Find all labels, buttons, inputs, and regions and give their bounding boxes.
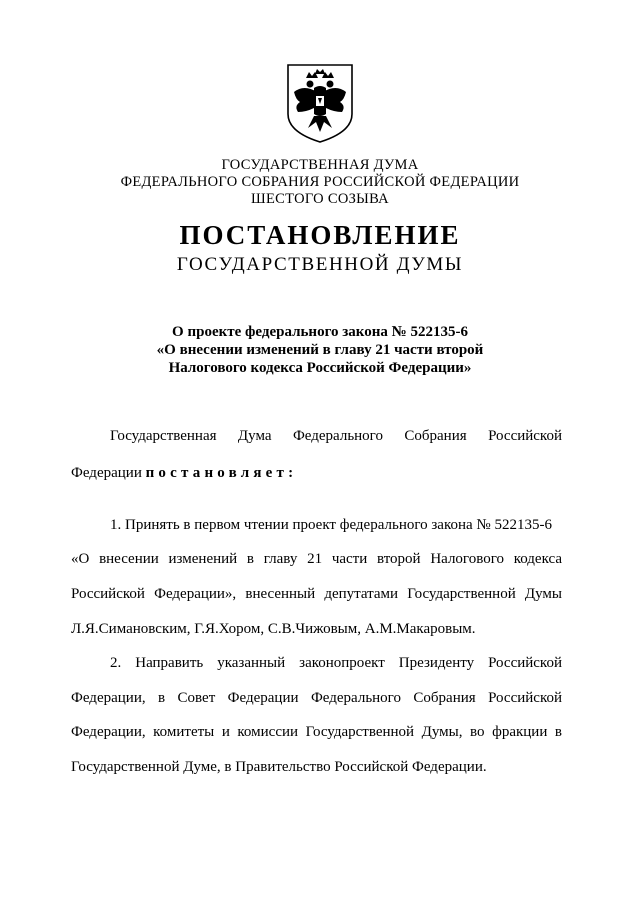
subject-line-2: «О внесении изменений в главу 21 части второй — [156, 342, 484, 358]
subject-line-3: Налогового кодекса Российской Федерации» — [168, 360, 472, 376]
preamble-line-1: Государственная Дума Федерального Собрания Российской — [110, 428, 562, 444]
item1-line-2: «О внесении изменений в главу 21 части второй Налогового кодекса — [71, 551, 562, 567]
preamble-text: Федерации — [71, 465, 146, 481]
double-headed-eagle-icon — [284, 62, 356, 144]
item2-line-1: 2. Направить указанный законопроект Президенту Российской — [110, 655, 562, 671]
document-title: ПОСТАНОВЛЕНИЕ — [179, 220, 461, 250]
item1-line-4: Л.Я.Симановским, Г.Я.Хором, С.В.Чижовым, А.М.Макаровым. — [71, 621, 476, 637]
item1-line-1: 1. Принять в первом чтении проект федерального закона № 522135-6 — [110, 517, 552, 533]
item2-line-2: Федерации, в Совет Федерации Федерального Собрания Российской — [71, 690, 562, 706]
header-line-duma: ГОСУДАРСТВЕННАЯ ДУМА — [221, 157, 419, 173]
resolves-word: постановляет: — [145, 465, 298, 481]
document-subtitle: ГОСУДАРСТВЕННОЙ ДУМЫ — [176, 254, 464, 275]
item1-line-3: Российской Федерации», внесенный депутатами Государственной Думы — [71, 586, 562, 602]
item2-line-4: Государственной Думе, в Правительство Российской Федерации. — [71, 759, 487, 775]
header-line-assembly: ФЕДЕРАЛЬНОГО СОБРАНИЯ РОССИЙСКОЙ ФЕДЕРАЦИИ — [120, 174, 520, 190]
preamble-line-2 — [71, 465, 297, 482]
item2-line-3: Федерации, комитеты и комиссии Государственной Думы, во фракции в — [71, 724, 562, 740]
subject-line-1: О проекте федерального закона № 522135-6 — [172, 324, 468, 340]
header-line-convocation: ШЕСТОГО СОЗЫВА — [251, 191, 389, 207]
